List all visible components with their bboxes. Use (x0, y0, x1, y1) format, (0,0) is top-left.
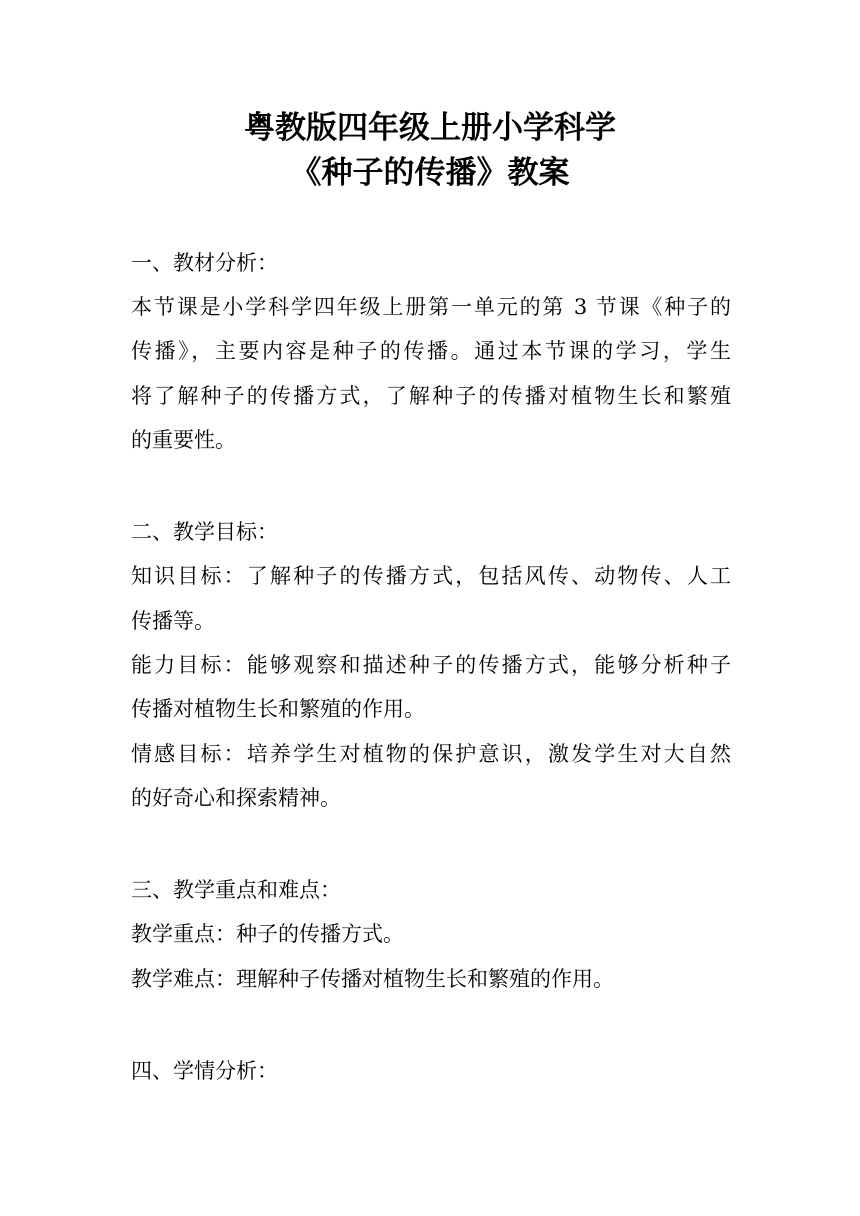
paragraph-line: 的重要性。 (131, 428, 236, 452)
paragraph-line: 教学重点：种子的传播方式。 (131, 922, 404, 946)
document-title-line-1: 粤教版四年级上册小学科学 (244, 110, 616, 146)
section-heading-textbook-analysis: 一、教材分析： (131, 251, 278, 275)
paragraph-line: 教学难点：理解种子传播对植物生长和繁殖的作用。 (131, 967, 614, 991)
document-title-line-2: 《种子的传播》教案 (290, 155, 570, 191)
paragraph-line: 传播对植物生长和繁殖的作用。 (131, 697, 425, 721)
paragraph-line: 能力目标：能够观察和描述种子的传播方式，能够分析种子 (131, 653, 731, 677)
section-heading-key-points: 三、教学重点和难点： (131, 878, 341, 902)
paragraph-line: 本节课是小学科学四年级上册第一单元的第 3 节课《种子的 (131, 295, 731, 319)
paragraph-line: 知识目标：了解种子的传播方式，包括风传、动物传、人工 (131, 564, 731, 588)
paragraph-line: 传播》，主要内容是种子的传播。通过本节课的学习，学生 (131, 339, 731, 363)
paragraph-line: 将了解种子的传播方式，了解种子的传播对植物生长和繁殖 (131, 384, 731, 408)
paragraph-line: 的好奇心和探索精神。 (131, 786, 341, 810)
section-heading-teaching-goals: 二、教学目标： (131, 520, 278, 544)
section-heading-student-analysis: 四、学情分析： (131, 1059, 278, 1083)
paragraph-line: 情感目标：培养学生对植物的保护意识，激发学生对大自然 (131, 742, 731, 766)
paragraph-line: 传播等。 (131, 609, 215, 633)
